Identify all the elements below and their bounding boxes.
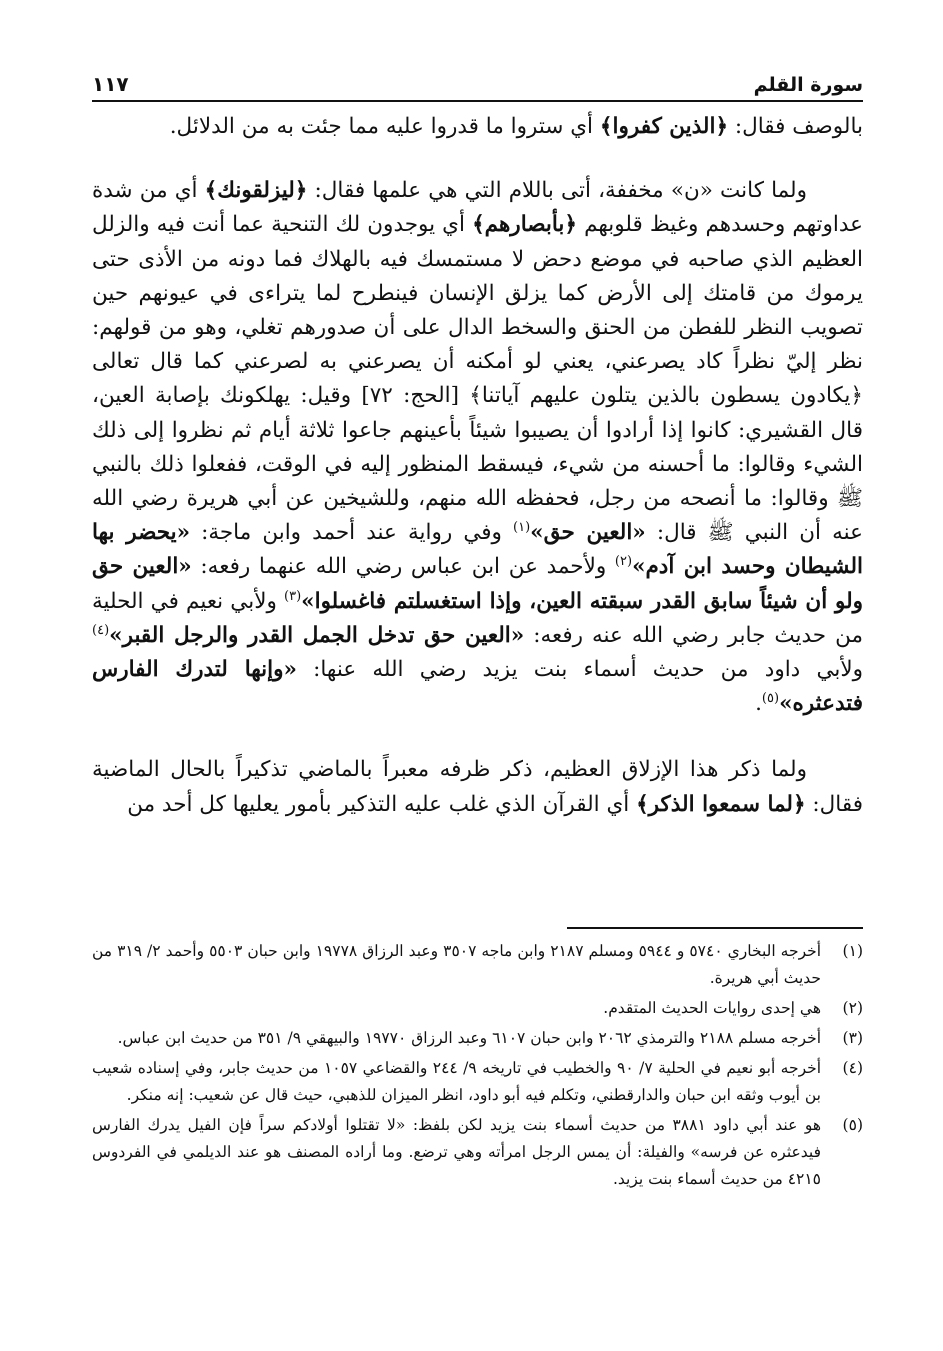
paragraph-3 <box>92 753 863 821</box>
footnote-text: هو عند أبي داود ٣٨٨١ من حديث أسماء بنت يزيد لكن بلفظ: «لا تقتلوا أولادكم سراً فإن الفيل يدرك الفارس فيدعثره عن فرسه» والفيلة: أن يمس الرجل امرأته وهي ترضع. وما أراده المصنف هو عند الديلمي في الفردوس ٤٢١٥ من حديث أسماء بنت يزيد. <box>92 1116 821 1188</box>
page-number: ١١٧ <box>92 72 129 96</box>
text-run: بالوصف فقال: <box>728 114 863 139</box>
footnote-number: (٤) <box>842 1059 863 1077</box>
quran-quote: ﴿لما سمعوا الذكر﴾ <box>636 791 806 817</box>
footnote-text: أخرجه أبو نعيم في الحلية ٧/ ٩٠ والخطيب في تاريخه ٩/ ٢٤٤ والقضاعي ١٠٥٧ من حديث جابر، وفي إسناده شعيب بن أيوب وثقه ابن حبان والدارقطني، وتكلم فيه أبو داود، انظر الميزان للذهبي، حيث قال عن شعيب: إنه منكر. <box>92 1059 822 1104</box>
text-run: ولما كانت «ن» مخففة، أتى باللام التي هي علمها فقال: <box>307 178 807 204</box>
footnote-ref-4[interactable]: (٤) <box>92 622 110 638</box>
paragraph-1 <box>92 110 863 144</box>
text-run: ولأبي داود من حديث أسماء بنت يزيد رضي الله عنها: <box>296 657 863 683</box>
footnote-number: (١) <box>842 942 863 960</box>
text-run: أي ستروا ما قدروا عليه مما جئت به من الدلائل. <box>169 114 600 139</box>
surah-title: سورة القلم <box>753 74 863 96</box>
hadith-quote: «العين حق تدخل الجمل القدر والرجل القبر» <box>109 622 525 648</box>
text-run: أي يوجدون لك التنحية عما أنت فيه والزلل العظيم الذي صاحبه في موضع دحض لا مستمسك فيه بالهلاك فما دونه من الأذى حتى يرموك من قامتك إلى الأرض كما يزلق الإنسان فينطرح لما يتراءى في عيونهم حين تصويب النظر للفطن من الحنق والسخط الدال على أن صدورهم تغلي، وهو من قولهم: نظر إليّ نظراً كاد يصرعني، يعني لو أمكنه أن يصرعني به لصرعني كما قال تعالى ﴿يكادون يسطون بالذين يتلون عليهم آياتنا﴾ [الحج: ٧٢] وقيل: يهلكونك بإصابة العين، قال القشيري: كانوا إذا أرادوا أن يصيبوا شيئاً بأعينهم جاعوا ثلاثة أيام ثم نظروا إلى ذلك الشيء وقالوا: ما أحسنه من شيء، فيسقط المنظور إليه في الوقت، ففعلوا ذلك بالنبي ﷺ وقالوا: ما أنصحه من رجل، فحفظه الله منهم، وللشيخين عن أبي هريرة رضي الله عنه أن النبي ﷺ قال: <box>92 212 863 546</box>
quran-quote: ﴿الذين كفروا﴾ <box>599 114 729 139</box>
footnote-number: (٥) <box>842 1116 863 1134</box>
footnote-ref-2[interactable]: (٢) <box>614 554 633 570</box>
text-run: أي من شدة عداوتهم وحسدهم وغيظ قلوبهم <box>92 178 863 238</box>
hadith-quote: «وإنها لتدرك الفارس فتدعثره» <box>92 657 863 717</box>
footnote-1 <box>92 938 863 992</box>
footnote-4 <box>92 1055 863 1109</box>
main-text <box>92 110 863 822</box>
text-run: ولأحمد عن ابن عباس رضي الله عنهما رفعه: <box>191 554 615 580</box>
footnote-text: أخرجه البخاري ٥٧٤٠ و ٥٩٤٤ ومسلم ٢١٨٧ وابن ماجه ٣٥٠٧ وعبد الرزاق ١٩٧٧٨ وابن حبان ٥٥٠٣ وأحمد ٢/ ٣١٩ من حديث أبي هريرة. <box>92 942 822 987</box>
page-header <box>92 56 863 96</box>
header-divider <box>92 100 863 102</box>
footnote-ref-3[interactable]: (٣) <box>284 588 302 604</box>
quran-quote: ﴿بأبصارهم﴾ <box>472 212 578 238</box>
quran-quote: ﴿ليزلقونك﴾ <box>204 178 308 204</box>
footnotes <box>92 938 863 1196</box>
footnote-text: هي إحدى روايات الحديث المتقدم. <box>603 999 821 1017</box>
hadith-quote: «يحضر بها الشيطان وحسد ابن آدم» <box>92 520 863 580</box>
paragraph-gap <box>92 144 863 174</box>
footnote-divider <box>567 927 863 929</box>
hadith-quote: «العين حق ولو أن شيئاً سابق القدر سبقته العين، وإذا استغسلتم فاغسلوا» <box>92 554 863 614</box>
text-run: أي القرآن الذي غلب عليه التذكير بأمور يعليها كل أحد من <box>127 791 637 817</box>
hadith-quote: «العين حق» <box>530 520 646 546</box>
text-run: ولأبي نعيم في الحلية من حديث جابر رضي الله عنه رفعه: <box>92 588 863 648</box>
text-run: وفي رواية عند أحمد وابن ماجة: <box>190 520 513 546</box>
footnote-5 <box>92 1112 863 1193</box>
text-run: . <box>755 691 762 717</box>
footnote-ref-5[interactable]: (٥) <box>761 691 780 707</box>
footnote-ref-1[interactable]: (١) <box>513 520 531 536</box>
footnote-number: (٢) <box>842 999 863 1017</box>
footnote-number: (٣) <box>842 1029 863 1047</box>
footnote-3 <box>92 1025 863 1052</box>
paragraph-gap <box>92 721 863 753</box>
paragraph-2 <box>92 174 863 721</box>
footnote-2 <box>92 995 863 1022</box>
text-run: ولما ذكر هذا الإزلاق العظيم، ذكر ظرفه معبراً بالماضي تذكيراً بالحال الماضية فقال: <box>92 757 863 817</box>
footnote-text: أخرجه مسلم ٢١٨٨ والترمذي ٢٠٦٢ وابن حبان ٦١٠٧ وعبد الرزاق ١٩٧٧٠ والبيهقي ٩/ ٣٥١ من حديث ابن عباس. <box>117 1029 821 1047</box>
